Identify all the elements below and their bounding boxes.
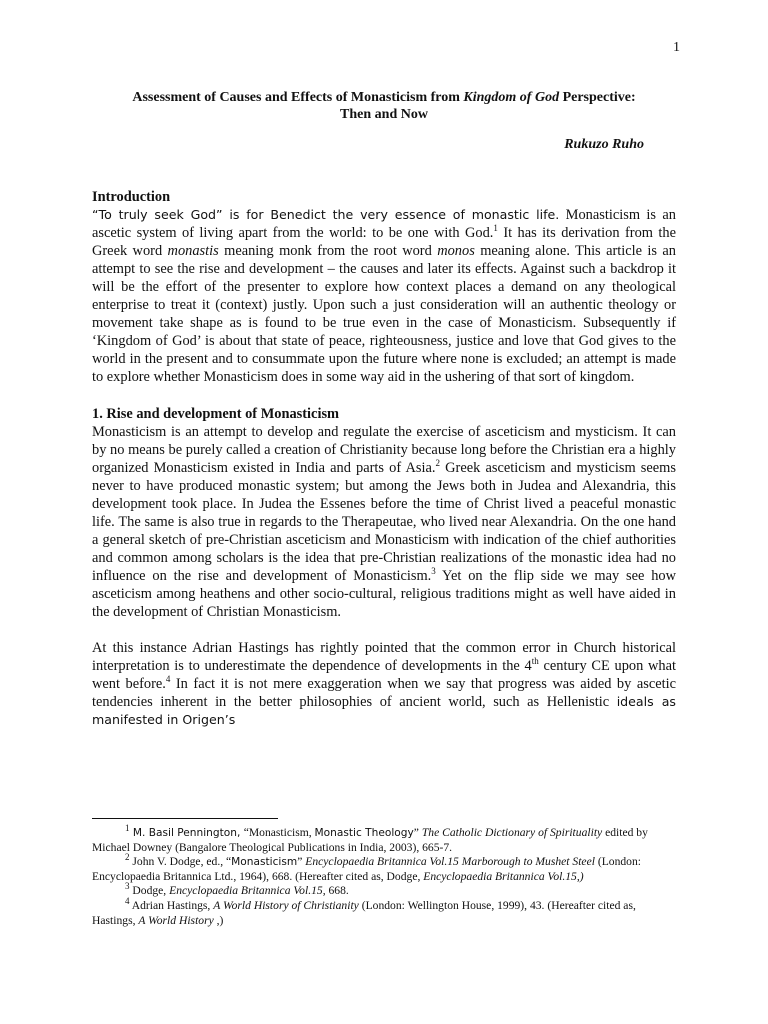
footnote-text: 668. bbox=[325, 884, 349, 898]
footnote-text: (London: Wellington House, 1999), 43. (Hereafter cited as, Hastings, bbox=[92, 898, 636, 927]
footnote-text: ” bbox=[297, 855, 306, 869]
footnote-ref-4[interactable]: 4 bbox=[165, 674, 171, 685]
footnote-number: 3 bbox=[125, 881, 130, 892]
introduction-heading: Introduction bbox=[92, 189, 171, 205]
footnote-italic: A World History bbox=[138, 913, 214, 927]
footnote-text: edited by Michael Downey (Bangalore Theological Publications in India, 2003), 665-7. bbox=[92, 826, 648, 854]
footnotes bbox=[92, 823, 676, 928]
footnote-italic: A World History of Christianity bbox=[213, 898, 359, 912]
footnote-ref-2[interactable]: 2 bbox=[435, 458, 440, 469]
footnote-2 bbox=[92, 852, 676, 884]
document-title bbox=[92, 89, 676, 123]
footnote-text: “Monasticism, bbox=[243, 826, 315, 839]
footnote-number: 2 bbox=[125, 852, 130, 863]
para-3-text-3: In fact it is not mere exaggeration when we say that progress was aided by ascetic tendencies inherent in the better philosophies of ancient world, such as Hellenistic bbox=[92, 676, 676, 710]
footnote-text: M. Basil Pennington, bbox=[129, 827, 244, 839]
intro-italic-monastis: monastis bbox=[167, 243, 219, 259]
title-italic: Kingdom of God bbox=[463, 90, 560, 105]
superscript-th: th bbox=[531, 656, 539, 667]
footnote-text: Adrian Hastings, bbox=[129, 898, 214, 912]
footnote-4 bbox=[92, 896, 676, 928]
introduction-section bbox=[92, 188, 676, 386]
title-prefix: Assessment of Causes and Effects of Monasticism from bbox=[132, 90, 464, 105]
title-line2: Then and Now bbox=[340, 107, 428, 122]
section-1-text-3: Yet on the flip side we may see how asceticism among heathens and other socio-cultural, religious traditions might as well have aided in the development of Christian Monasticism. bbox=[92, 568, 677, 620]
section-1-text-1: Monasticism is an attempt to develop and regulate the exercise of asceticism and mysticism. It can by no means be purely called a creation of Christianity because long before the Christian era a highly organized Monasticism existed in India and parts of Asia. bbox=[92, 424, 676, 476]
intro-text-1: Monasticism is an ascetic system of living apart from the world: to be one with God. bbox=[92, 207, 676, 241]
footnote-number: 1 bbox=[125, 823, 130, 834]
paragraph-3 bbox=[92, 639, 676, 729]
section-1 bbox=[92, 405, 676, 621]
footnote-ref-1[interactable]: 1 bbox=[493, 223, 498, 234]
intro-italic-monos: monos bbox=[437, 243, 475, 259]
section-1-text-2: Greek asceticism and mysticism seems never to have produced monastic system; but among the Jews both in Judea and Alexandria, this development took place. In Judea the Essenes before the time of Christ lived a peaceful monastic life. The same is also true in regards to the Therapeutae, who lived near Alexandria. On the one hand a general sketch of pre-Christian asceticism and Monasticism with indication of the chief authorities and common among scholars is the idea that pre-Christian realizations of the monastic idea had no influence on the rise and development of Monasticism. bbox=[92, 460, 676, 584]
intro-quote: “To truly seek God” is for Benedict the very essence of monastic life. bbox=[92, 207, 560, 222]
footnote-1 bbox=[92, 823, 676, 855]
footnote-italic: Encyclopaedia Britannica Vol.15 Marborough to Mushet Steel bbox=[305, 855, 595, 869]
para-3-text-2: century CE upon what went before. bbox=[92, 658, 676, 692]
section-1-heading: 1. Rise and development of Monasticism bbox=[92, 406, 340, 422]
footnote-3 bbox=[92, 881, 676, 899]
footnote-text: ” bbox=[413, 826, 422, 839]
footnote-text: ,) bbox=[213, 913, 224, 927]
page-number: 1 bbox=[673, 40, 680, 55]
para-3-sans-tail: ideals as manifested in Origen’s bbox=[92, 694, 676, 727]
title-suffix: Perspective: bbox=[559, 90, 636, 105]
footnote-number: 4 bbox=[125, 896, 130, 907]
footnote-text: John V. Dodge, ed., “ bbox=[129, 855, 232, 869]
footnote-divider bbox=[92, 818, 278, 819]
intro-text-2: It has its derivation from the Greek word bbox=[92, 225, 677, 259]
footnote-italic: Encyclopaedia Britannica Vol.15, bbox=[169, 884, 326, 898]
footnote-text: Monasticism bbox=[231, 856, 298, 869]
intro-text-4: meaning alone. This article is an attempt to see the rise and development – the causes and later its effects. Against such a backdrop it will be the effort of the presenter to explore how context places a demand on any theological enterprise to treat it (context) justly. Upon such a just consideration will an authentic theology or movement take shape as is found to be true even in the case of Monasticism. Subsequently if ‘Kingdom of God’ is about that state of peace, righteousness, justice and love that God gives to the world in the present and to consummate upon the future where none is excluded; an attempt is made to explore whether Monasticism does in some way aid in the ushering of that sort of kingdom. bbox=[92, 243, 677, 385]
footnote-ref-3[interactable]: 3 bbox=[431, 566, 436, 577]
footnote-italic: Encyclopaedia Britannica Vol.15,) bbox=[423, 869, 584, 883]
author-name: Rukuzo Ruho bbox=[564, 137, 644, 152]
footnote-italic: The Catholic Dictionary of Spirituality bbox=[421, 826, 603, 839]
intro-text-3: meaning monk from the root word bbox=[218, 243, 438, 259]
para-3-text-1: At this instance Adrian Hastings has rightly pointed that the common error in Church historical interpretation is to underestimate the dependence of developments in the 4 bbox=[92, 640, 676, 674]
footnote-text: Dodge, bbox=[129, 884, 170, 898]
footnote-text: Monastic Theology bbox=[314, 827, 414, 839]
footnote-text: (London: Encyclopaedia Britannica Ltd., 1964), 668. (Hereafter cited as, Dodge, bbox=[92, 855, 641, 883]
